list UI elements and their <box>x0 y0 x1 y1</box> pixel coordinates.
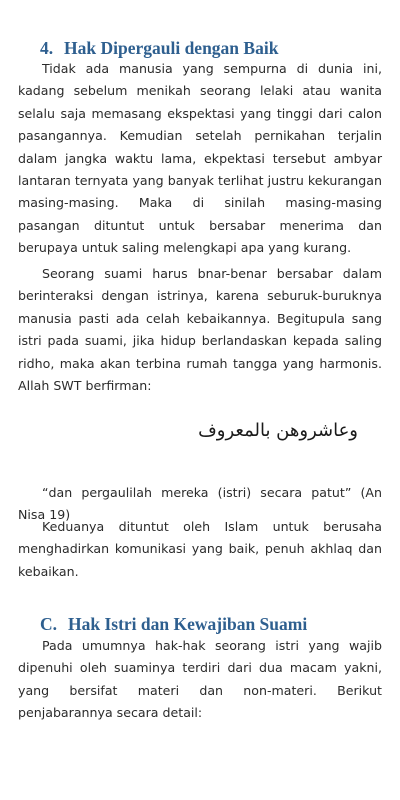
arabic-verse: وعاشروهن بالمعروف <box>198 420 358 441</box>
section-c-title: Hak Istri dan Kewajiban Suami <box>68 614 308 634</box>
verse-translation: “dan pergaulilah mereka (istri) secara patut” (An Nisa 19) <box>18 485 382 523</box>
document-page <box>18 0 382 800</box>
section-4-heading <box>18 37 278 59</box>
section-4-paragraph-1: Tidak ada manusia yang sempurna di dunia ini, kadang sebelum menikah seorang lelaki atau wanita selalu saja memasang ekspektasi yang tinggi dari calon pasangannya. Kemudian setelah pernikahan terjalin dalam jangka waktu lama, ekpektasi tersebut ambyar lantaran ternyata yang banyak terlihat justru kekurangan masing-masing. Maka di sinilah masing-masing pasangan dituntut untuk bersabar menerima dan berupaya untuk saling melengkapi apa yang kurang. <box>18 61 382 256</box>
section-4-title: Hak Dipergauli dengan Baik <box>64 38 279 58</box>
section-4-closing-paragraph: Keduanya dituntut oleh Islam untuk berusaha menghadirkan komunikasi yang baik, penuh akhlaq dan kebaikan. <box>18 519 382 579</box>
section-c-paragraph: Pada umumnya hak-hak seorang istri yang wajib dipenuhi oleh suaminya terdiri dari dua macam yakni, yang bersifat materi dan non-materi. Berikut penjabarannya secara detail: <box>18 638 382 721</box>
section-c-number: C. <box>40 614 58 634</box>
section-4-paragraph-2: Seorang suami harus bnar-benar bersabar dalam berinteraksi dengan istrinya, karena seburuk-buruknya manusia pasti ada celah kebaikannya. Begitupula sang istri pada suami, jika hidup berlandaskan kepada saling ridho, maka akan terbina rumah tangga yang harmonis. Allah SWT berfirman: <box>18 266 382 394</box>
section-4-number: 4. <box>40 38 54 58</box>
section-c-heading <box>18 613 307 635</box>
